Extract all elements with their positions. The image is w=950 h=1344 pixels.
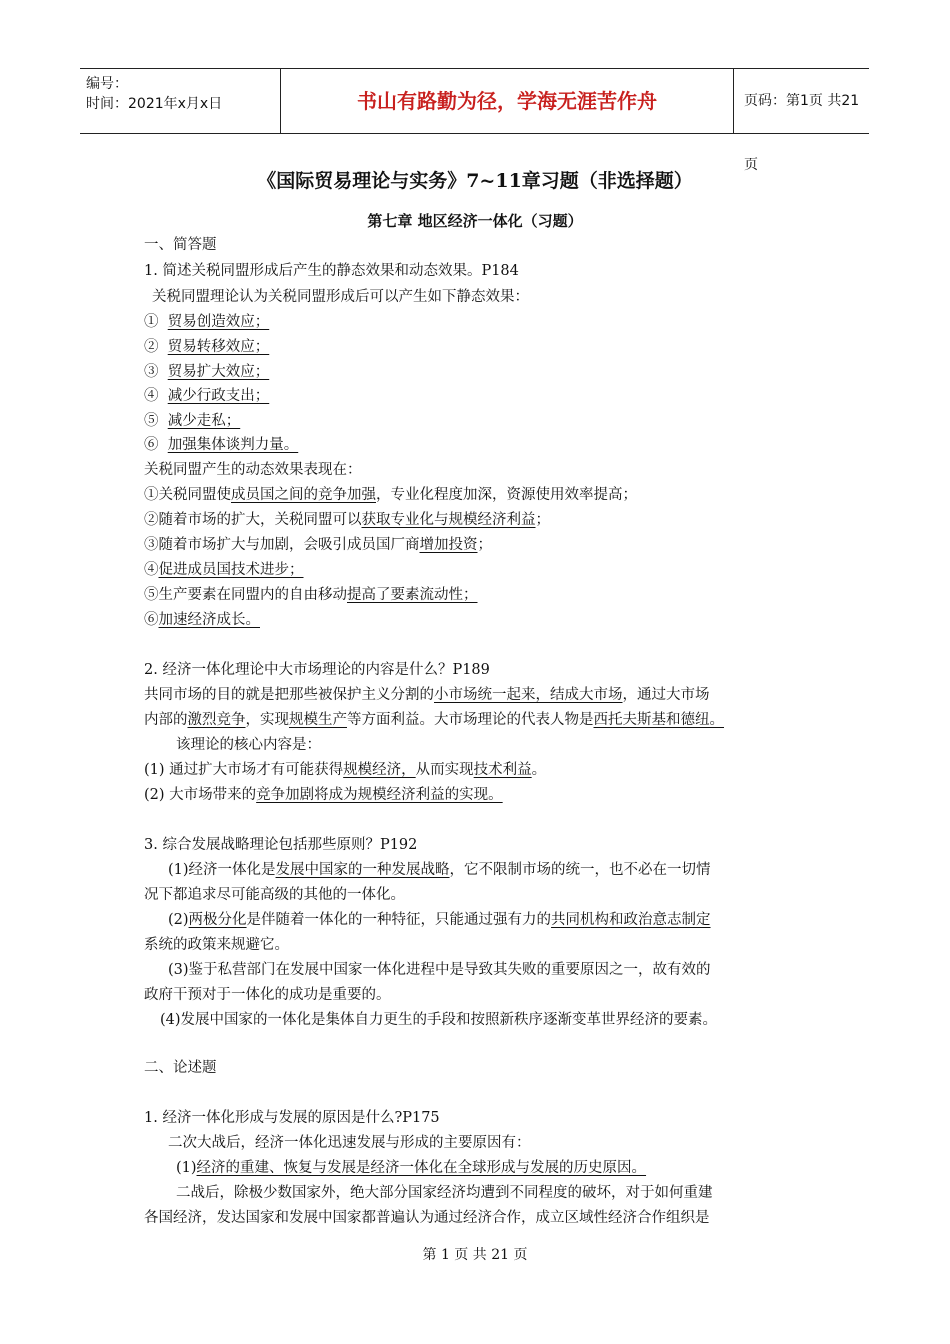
time-label: 时间：2021年x月x日 [86,96,223,112]
header-meta-cell [80,69,281,133]
paragraph-line: (1)经济的重建、恢复与发展是经济一体化在全球形成与发展的历史原因。 [176,1160,647,1176]
dynamic-item: ①关税同盟使成员国之间的竞争加强，专业化程度加深，资源使用效率提高； [144,487,637,503]
list-item: ① 贸易创造效应； [144,314,270,330]
section-heading: 二、论述题 [144,1060,217,1076]
list-item: ④ 减少行政支出； [144,388,270,404]
dynamic-intro: 关税同盟产生的动态效果表现在： [144,462,362,478]
paragraph-line: (2) 大市场带来的竞争加剧将成为规模经济利益的实现。 [144,787,503,803]
document-title: 《国际贸易理论与实务》7~11章习题（非选择题） [257,170,693,192]
page-info: 页码：第1页 共21页 [744,93,860,173]
paragraph-line: 共同市场的目的就是把那些被保护主义分割的小市场统一起来，结成大市场，通过大市场 [144,687,710,703]
paragraph-line: (1) 通过扩大市场才有可能获得规模经济，从而实现技术利益。 [144,762,547,778]
paragraph-line: 政府干预对于一体化的成功是重要的。 [144,987,391,1003]
question-3: 3. 综合发展战略理论包括那些原则？P192 [144,837,418,853]
dynamic-item: ④促进成员国技术进步； [144,562,304,578]
paragraph-line: 二次大战后，经济一体化迅速发展与形成的主要原因有： [168,1135,531,1151]
list-item: ③ 贸易扩大效应； [144,364,270,380]
paragraph-line: (4)发展中国家的一体化是集体自力更生的手段和按照新秩序逐渐变革世界经济的要素。 [160,1012,718,1028]
motto: 书山有路勤为径，学海无涯苦作舟 [281,69,734,133]
page-footer: 第 1 页 共 21 页 [422,1247,528,1263]
paragraph-line: 各国经济，发达国家和发展中国家都普遍认为通过经济合作，成立区域性经济合作组织是 [144,1210,710,1226]
dynamic-item: ③随着市场扩大与加剧，会吸引成员国厂商增加投资； [144,537,492,553]
paragraph-line: 二战后，除极少数国家外，绝大部分国家经济均遭到不同程度的破坏，对于如何重建 [176,1185,713,1201]
paragraph-line: 内部的激烈竞争，实现规模生产等方面利益。大市场理论的代表人物是西托夫斯基和德纽。 [144,712,724,728]
dynamic-item: ②随着市场的扩大，关税同盟可以获取专业化与规模经济利益； [144,512,550,528]
paragraph-line: 系统的政策来规避它。 [144,937,289,953]
code-label: 编号： [86,76,128,92]
section-heading: 一、简答题 [144,237,217,253]
list-item: ⑤ 减少走私； [144,413,241,429]
question-1: 1. 简述关税同盟形成后产生的静态效果和动态效果。P184 [144,263,519,279]
chapter-title: 第七章 地区经济一体化（习题） [367,212,583,230]
dynamic-item: ⑤生产要素在同盟内的自由移动提高了要素流动性； [144,587,478,603]
header-table [80,68,869,173]
question-2: 2. 经济一体化理论中大市场理论的内容是什么？P189 [144,662,490,678]
list-item: ⑥ 加强集体谈判力量。 [144,437,299,453]
list-item: ② 贸易转移效应； [144,339,270,355]
essay-question-1: 1. 经济一体化形成与发展的原因是什么?P175 [144,1110,440,1126]
dynamic-item: ⑥加速经济成长。 [144,612,260,628]
q1-intro: 关税同盟理论认为关税同盟形成后可以产生如下静态效果： [152,289,529,305]
paragraph-line: 况下都追求尽可能高级的其他的一体化。 [144,887,405,903]
paragraph-line: (1)经济一体化是发展中国家的一种发展战略，它不限制市场的统一，也不必在一切情 [168,862,711,878]
paragraph-line: (3)鉴于私营部门在发展中国家一体化进程中是导致其失败的重要原因之一，故有效的 [168,962,711,978]
paragraph-line: 该理论的核心内容是： [176,737,321,753]
paragraph-line: (2)两极分化是伴随着一体化的一种特征，只能通过强有力的共同机构和政治意志制定 [168,912,711,928]
